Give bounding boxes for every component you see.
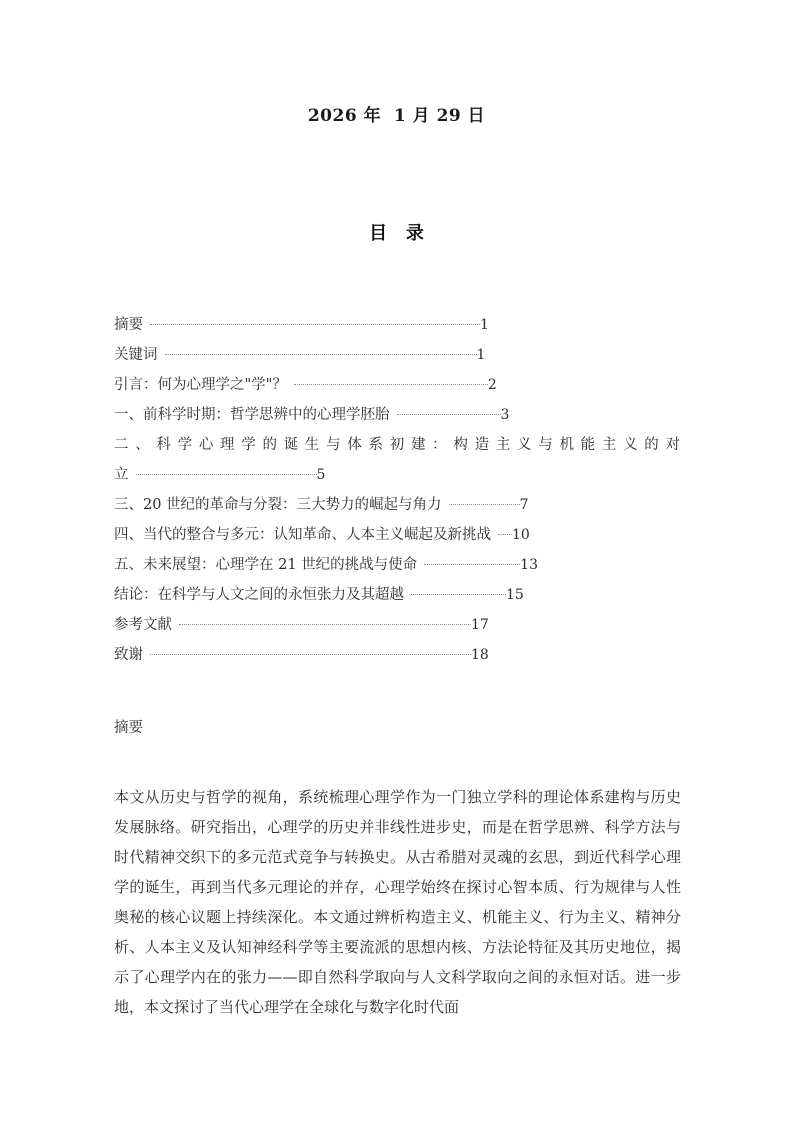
toc-entry-page-number: 5 (316, 467, 326, 483)
toc-entry[interactable] (114, 370, 680, 400)
toc-entry-page-number: 3 (500, 407, 510, 423)
toc-entry-label: 引言：何为心理学之"学"？ (114, 377, 287, 393)
document-date: 2026 年 1 月 29 日 (307, 106, 486, 126)
toc-entry-wrapped-line1[interactable] (114, 430, 680, 460)
toc-entry-label: 三、20 世纪的革命与分裂：三大势力的崛起与角力 (114, 497, 442, 513)
toc-entry[interactable] (114, 310, 680, 340)
toc-dot-leader (449, 504, 520, 505)
table-of-contents (114, 310, 680, 670)
table-of-contents-title: 目 录 (369, 223, 424, 244)
toc-entry-page-number: 10 (512, 527, 530, 543)
toc-entry[interactable] (114, 400, 680, 430)
toc-entry[interactable] (114, 490, 680, 520)
toc-dot-leader (150, 324, 480, 325)
toc-entry[interactable] (114, 580, 680, 610)
abstract-body-text: 本文从历史与哲学的视角，系统梳理心理学作为一门独立学科的理论体系建构与历史发展脉络。研究指出，心理学的历史并非线性进步史，而是在哲学思辨、科学方法与时代精神交织下的多元范式竞争与转换史。从古希腊对灵魂的玄思，到近代科学心理学的诞生，再到当代多元理论的并存，心理学始终在探讨心智本质、行为规律与人性奥秘的核心议题上持续深化。本文通过辨析构造主义、机能主义、行为主义、精神分析、人本主义及认知神经科学等主要流派的思想内核、方法论特征及其历史地位，揭示了心理学内在的张力——即自然科学取向与人文科学取向之间的永恒对话。进一步地，本文探讨了当代心理学在全球化与数字化时代面 (114, 788, 681, 1016)
toc-dot-leader (424, 564, 520, 565)
abstract-heading: 摘要 (114, 720, 143, 736)
toc-entry-page-number: 17 (471, 617, 489, 633)
toc-entry-page-number: 13 (520, 557, 538, 573)
toc-dot-leader (136, 474, 317, 475)
toc-dot-leader (411, 594, 506, 595)
toc-entry-label: 关键词 (114, 347, 158, 363)
toc-entry[interactable] (114, 550, 680, 580)
toc-entry[interactable] (114, 610, 680, 640)
toc-entry[interactable] (114, 520, 680, 550)
toc-entry-label: 参考文献 (114, 617, 172, 633)
toc-entry-page-number: 1 (476, 347, 486, 363)
toc-dot-leader (150, 654, 471, 655)
toc-entry-label: 四、当代的整合与多元：认知革命、人本主义崛起及新挑战 (114, 527, 491, 543)
toc-dot-leader (179, 624, 471, 625)
toc-dot-leader (397, 414, 501, 415)
toc-entry-page-number: 7 (519, 497, 529, 513)
toc-entry-page-number: 1 (480, 317, 489, 333)
toc-entry-page-number: 2 (487, 377, 497, 393)
toc-entry-label-continued: 立 (114, 467, 129, 483)
toc-entry-label: 结论：在科学与人文之间的永恒张力及其超越 (114, 587, 404, 603)
toc-entry-wrapped-line2[interactable] (114, 460, 680, 490)
toc-dot-leader (165, 354, 477, 355)
toc-dot-leader (498, 534, 512, 535)
toc-entry-page-number: 18 (471, 647, 489, 663)
toc-entry-label: 摘要 (114, 317, 143, 333)
toc-entry-label: 五、未来展望：心理学在 21 世纪的挑战与使命 (114, 557, 418, 573)
toc-entry[interactable] (114, 640, 680, 670)
toc-entry-label: 致谢 (114, 647, 143, 663)
toc-entry-page-number: 15 (506, 587, 524, 603)
toc-entry-label: 一、前科学时期：哲学思辨中的心理学胚胎 (114, 407, 390, 423)
toc-dot-leader (294, 384, 488, 385)
toc-entry[interactable] (114, 340, 680, 370)
toc-entry-label: 二、科学心理学的诞生与体系初建：构造主义与机能主义的对 (114, 437, 680, 453)
